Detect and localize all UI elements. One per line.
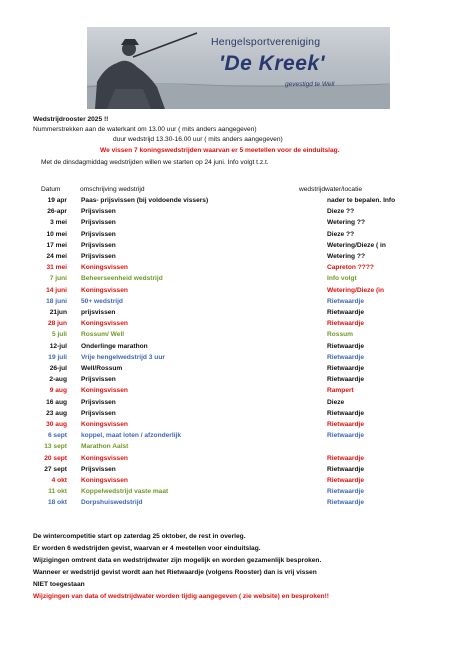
row-description: Prijsvissen <box>81 376 116 384</box>
table-row <box>0 354 454 365</box>
row-date: 19 juli <box>48 353 67 361</box>
table-row <box>0 231 454 242</box>
row-description: Marathon Aalst <box>81 443 129 451</box>
row-location: Rietwaardje <box>327 409 365 417</box>
row-location: Dieze ?? <box>327 230 355 238</box>
row-location: Rietwaardje <box>327 477 365 484</box>
table-row <box>0 219 454 230</box>
row-location: Rietwaardje <box>327 309 365 316</box>
row-location: Capreton ???? <box>327 264 374 272</box>
row-description: Prijsvissen <box>81 398 116 406</box>
row-description: Onderlinge marathon <box>81 342 148 350</box>
row-location: Rietwaardje <box>327 376 365 384</box>
row-location: Rietwaardje <box>327 499 365 507</box>
table-row <box>0 399 454 410</box>
intro-line-1: Nummerstrekken aan de waterkant om 13.00 uur ( mits anders aangegeven) <box>33 126 257 133</box>
row-description: Prijsvissen <box>81 465 116 473</box>
row-description: Dorpshuiswedstrijd <box>81 499 143 507</box>
row-location: Wetering ?? <box>327 253 365 260</box>
intro-line-3: We vissen 7 koningswedstrijden waarvan er 5 meetellen voor de einduitslag. <box>100 147 340 154</box>
row-date: 30 aug <box>46 421 67 428</box>
footer-line-2: Er worden 6 wedstrijden gevist, waarvan er 4 meetellen voor einduitslag. <box>33 545 261 552</box>
row-location: Rietwaardje <box>327 342 365 350</box>
row-location: Rietwaardje <box>327 297 365 305</box>
row-description: Koningsvissen <box>81 286 128 294</box>
row-description: Prijsvissen <box>81 253 116 260</box>
row-date: 3 mei <box>50 219 67 227</box>
row-description: Koningsvissen <box>81 454 128 462</box>
table-row <box>0 343 454 354</box>
row-date: 10 mei <box>46 230 67 238</box>
row-date: 9 aug <box>49 387 67 395</box>
table-row <box>0 275 454 286</box>
row-location: Dieze ?? <box>327 208 355 216</box>
row-date: 17 mei <box>46 241 67 249</box>
table-row <box>0 488 454 499</box>
row-date: 6 sept <box>47 432 67 440</box>
table-row <box>0 309 454 320</box>
row-date: 20 sept <box>44 454 67 462</box>
row-description: Koningsvissen <box>81 387 128 395</box>
row-description: Well/Rossum <box>81 365 123 372</box>
schedule-title: Wedstrijdrooster 2025 !! <box>33 116 109 123</box>
row-date: 26-jul <box>49 365 67 372</box>
row-location: Rietwaardje <box>327 465 365 473</box>
row-date: 27 sept <box>44 465 67 473</box>
row-date: 18 okt <box>47 499 67 507</box>
row-description: Paas- prijsvissen (bij voldoende vissers) <box>81 197 209 204</box>
table-row <box>0 264 454 275</box>
table-row <box>0 477 454 488</box>
footer-line-6: Wijzigingen van data of wedstrijdwater worden tijdig aangegeven ( zie website) en besproken!! <box>33 593 329 600</box>
table-row <box>0 466 454 477</box>
row-description: koppel, maat loten / afzonderlijk <box>81 432 182 440</box>
row-description: prijsvissen <box>81 309 116 316</box>
row-description: Koningsvissen <box>81 421 128 428</box>
row-date: 2-aug <box>49 376 67 384</box>
row-date: 28 jun <box>47 320 67 328</box>
footer-line-3: Wijzigingen omtrent data en wedstrijdwater zijn mogelijk en worden gezamenlijk besproken. <box>33 557 322 564</box>
row-description: Rossum/ Well <box>81 331 125 339</box>
row-date: 13 sept <box>44 443 67 451</box>
row-date: 7 juni <box>49 275 67 283</box>
row-date: 4 okt <box>51 477 67 484</box>
row-description: 50+ wedstrijd <box>81 297 123 305</box>
row-description: Koppelwedstrijd vaste maat <box>81 488 169 496</box>
table-row <box>0 499 454 510</box>
footer-line-1: De wintercompetitie start op zaterdag 25 oktober, de rest in overleg. <box>33 533 246 540</box>
table-row <box>0 208 454 219</box>
row-description: Beheerseenheid wedstrijd <box>81 275 163 283</box>
club-subtitle: gevestigd te Well <box>285 81 335 88</box>
row-location: Wetering/Dieze ( in <box>327 241 386 249</box>
row-date: 16 aug <box>46 398 67 406</box>
row-location: Dieze <box>327 398 345 406</box>
row-location: Wetering ?? <box>327 219 365 227</box>
table-row <box>0 421 454 432</box>
row-date: 19 apr <box>47 197 67 204</box>
row-location: Rossum <box>327 331 354 339</box>
table-row <box>0 443 454 454</box>
row-location: Info volgt <box>327 275 357 283</box>
table-row <box>0 455 454 466</box>
club-banner <box>87 27 390 109</box>
row-location: Rampert <box>327 387 354 395</box>
row-location: Rietwaardje <box>327 320 365 328</box>
intro-line-2: duur wedstrijd 13.30-16.00 uur ( mits anders aangegeven) <box>113 136 283 143</box>
intro-line-4: Met de dinsdagmiddag wedstrijden willen we starten op 24 juni. Info volgt t.z.t. <box>41 159 269 166</box>
club-name: Hengelsportvereniging <box>211 36 321 48</box>
row-location: Rietwaardje <box>327 353 365 361</box>
row-location: Wetering/Dieze (in <box>327 286 385 294</box>
row-description: Koningsvissen <box>81 477 128 484</box>
row-location: Rietwaardje <box>327 432 365 440</box>
row-date: 12-jul <box>49 342 67 350</box>
table-row <box>0 242 454 253</box>
table-row <box>0 320 454 331</box>
row-date: 18 juni <box>46 297 67 305</box>
row-location: Rietwaardje <box>327 365 365 372</box>
club-title: 'De Kreek' <box>219 52 326 75</box>
table-row <box>0 376 454 387</box>
row-date: 23 aug <box>46 409 67 417</box>
row-description: Prijsvissen <box>81 219 116 227</box>
table-row <box>0 298 454 309</box>
row-date: 31 mei <box>46 264 67 272</box>
table-row <box>0 365 454 376</box>
row-date: 24 mei <box>46 253 67 260</box>
table-row <box>0 197 454 208</box>
row-date: 5 juli <box>51 331 67 339</box>
header-date: Datum <box>41 186 61 193</box>
header-description: omschrijving wedstrijd <box>80 186 145 193</box>
row-description: Koningsvissen <box>81 264 128 272</box>
row-date: 21jun <box>49 309 67 316</box>
table-row <box>0 432 454 443</box>
table-row <box>0 253 454 264</box>
row-date: 14 juni <box>46 286 67 294</box>
row-date: 26-apr <box>47 208 67 216</box>
table-row <box>0 287 454 298</box>
row-date: 11 okt <box>48 488 67 496</box>
footer-line-4: Wanneer er wedstrijd gevist wordt aan het Rietwaardje (volgens Rooster) dan is vrij vissen <box>33 569 317 576</box>
table-row <box>0 331 454 342</box>
row-description: Koningsvissen <box>81 320 128 328</box>
row-description: Prijsvissen <box>81 208 116 216</box>
row-location: Rietwaardje <box>327 488 365 496</box>
row-description: Prijsvissen <box>81 241 116 249</box>
row-location: Rietwaardje <box>327 454 365 462</box>
row-description: Prijsvissen <box>81 230 116 238</box>
table-row <box>0 410 454 421</box>
footer-line-5: NIET toegestaan <box>33 581 85 588</box>
row-location: Rietwaardje <box>327 421 365 428</box>
table-row <box>0 387 454 398</box>
row-description: Prijsvissen <box>81 409 116 417</box>
row-description: Vrije hengelwedstrijd 3 uur <box>81 353 165 361</box>
row-location: nader te bepalen. Info <box>327 197 396 204</box>
header-location: wedstrijdwater/locatie <box>299 186 363 193</box>
